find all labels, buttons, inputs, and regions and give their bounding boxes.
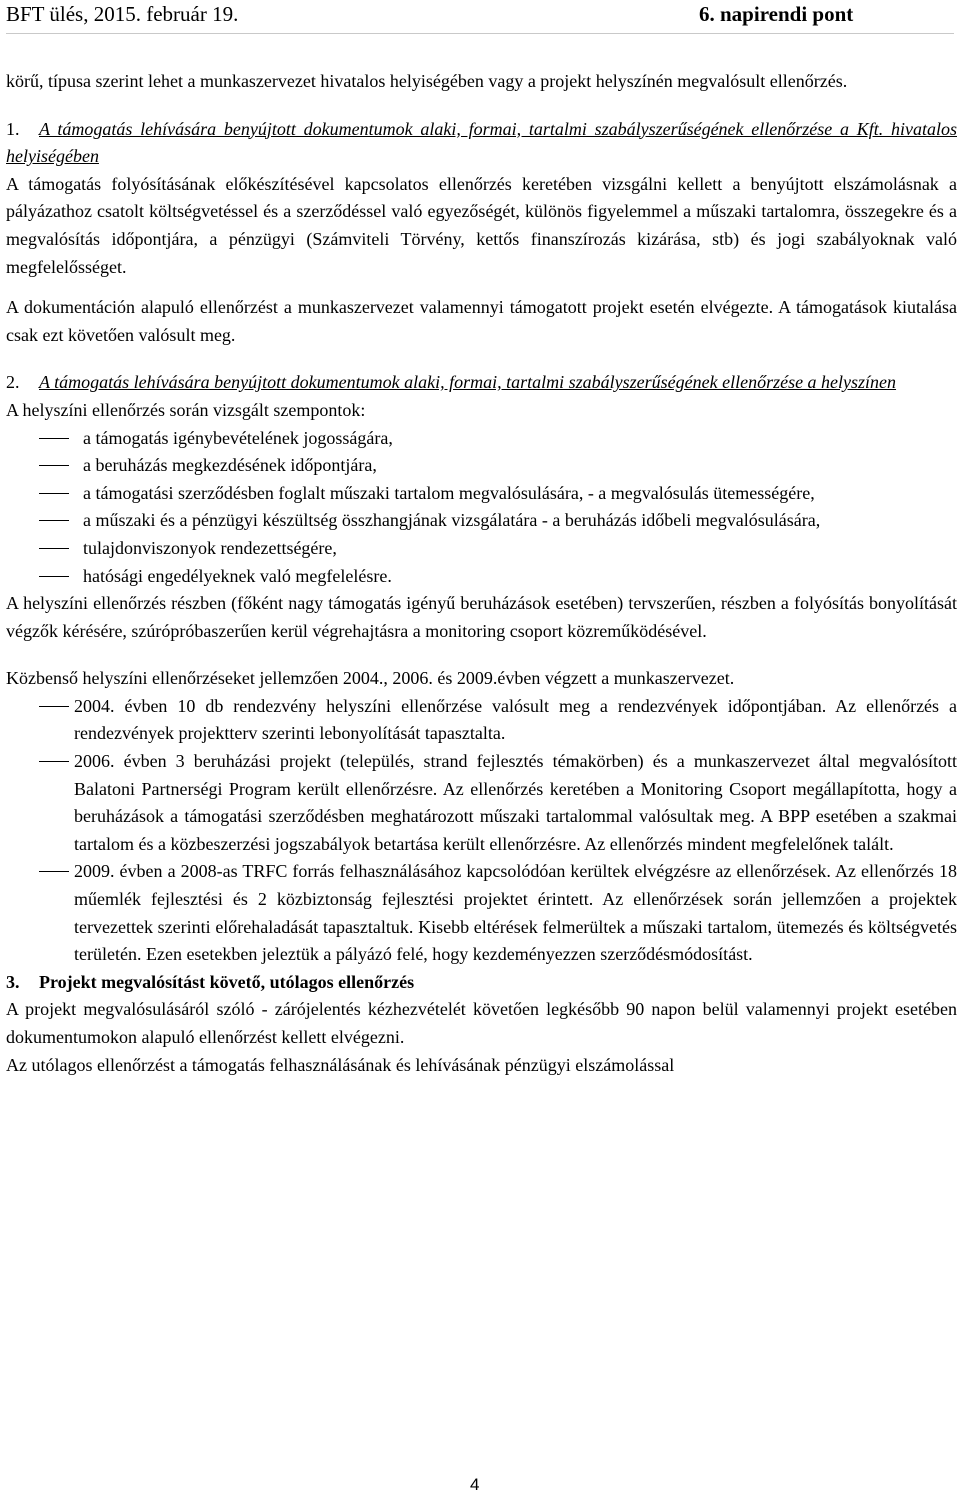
dash-bullet-icon bbox=[39, 520, 69, 521]
list-item: 2004. évben 10 db rendezvény helyszíni ellenőrzése valósult meg a rendezvények időpontjában. Az ellenőrzés a rendezvények projektterv szerinti lebonyolítását tapasztalta. bbox=[6, 693, 957, 748]
dash-bullet-icon bbox=[39, 871, 69, 872]
section-3-number: 3. bbox=[6, 971, 20, 992]
intro-paragraph: körű, típusa szerint lehet a munkaszervezet hivatalos helyiségében vagy a projekt helyszínén megvalósult ellenőrzés. bbox=[6, 71, 848, 91]
section-1-paragraph-1: A támogatás folyósításának előkészítésével kapcsolatos ellenőrzés keretében vizsgálni kellett a benyújtott elszámolásnak a pályázathoz csatolt költségvetéssel és a szerződéssel való egyezőségét, különös figyelemmel a műszaki tartalomra, összegekre és a megvalósítás időpontjára, a pénzügyi (Számviteli Törvény, kettős finanszírozás kizárása, stb) és jogi szabályoknak való megfelelősséget. bbox=[6, 173, 957, 277]
section-1-heading bbox=[6, 116, 957, 171]
section-3-paragraph-2: Az utólagos ellenőrzést a támogatás felhasználásának és lehívásának pénzügyi elszámolással bbox=[6, 1054, 675, 1075]
dash-bullet-icon bbox=[39, 438, 69, 439]
section-3-title: Projekt megvalósítást követő, utólagos ellenőrzés bbox=[39, 971, 415, 992]
dash-bullet-icon bbox=[39, 465, 69, 466]
page-content bbox=[6, 68, 957, 1079]
criteria-list bbox=[6, 425, 957, 591]
section-2-number: 2. bbox=[6, 372, 20, 393]
section-1-number: 1. bbox=[6, 118, 20, 139]
list-item: 2006. évben 3 beruházási projekt (település, strand fejlesztés témakörben) és a munkaszervezet által megvalósított Balatoni Partnerségi Program került ellenőrzésre. Az ellenőrzés keretében a Monitoring Csoport megállapította, hogy a beruházások a támogatási szerződésben meghatározott műszaki tartalommal valósultak meg. A BPP esetében a szakmai tartalom és a közbeszerzési jogszabályok betartása került ellenőrzésre. Az ellenőrzés mindent megfelelőnek talált. bbox=[6, 748, 957, 858]
dash-bullet-icon bbox=[39, 706, 69, 707]
dash-bullet-icon bbox=[39, 761, 69, 762]
section-2-paragraph-1: A helyszíni ellenőrzés részben (főként nagy támogatás igényű beruházások esetében) tervszerűen, részben a folyósítás bonyolítását végzők kérésére, szúrópróbaszerűen kerül végrehajtásra a monitoring csoport közreműködésével. bbox=[6, 593, 957, 641]
section-1 bbox=[6, 116, 957, 350]
dash-bullet-icon bbox=[39, 493, 69, 494]
section-2-lead: A helyszíni ellenőrzés során vizsgált szempontok: bbox=[6, 399, 366, 420]
dash-bullet-icon bbox=[39, 576, 69, 577]
page-header bbox=[6, 0, 954, 30]
header-divider bbox=[6, 33, 954, 34]
dash-bullet-icon bbox=[39, 548, 69, 549]
list-item: tulajdonviszonyok rendezettségére, bbox=[6, 535, 957, 563]
list-item: a műszaki és a pénzügyi készültség összhangjának vizsgálatára - a beruházás időbeli megvalósulására, bbox=[6, 507, 957, 535]
list-item: a támogatás igénybevételének jogosságára, bbox=[6, 425, 957, 453]
section-2-title: A támogatás lehívására benyújtott dokumentumok alaki, formai, tartalmi szabályszerűségének ellenőrzése a helyszínen bbox=[39, 372, 897, 393]
section-3-paragraph-1: A projekt megvalósulásáról szóló - zárójelentés kézhezvételét követően legkésőbb 90 napon belül valamennyi projekt esetében dokumentumokon alapuló ellenőrzést kellett elvégezni. bbox=[6, 999, 957, 1047]
page-number: 4 bbox=[470, 1475, 480, 1494]
header-agenda-item: 6. napirendi pont bbox=[699, 2, 854, 26]
section-2-heading bbox=[6, 369, 957, 397]
list-item: a beruházás megkezdésének időpontjára, bbox=[6, 452, 957, 480]
header-meeting-date: BFT ülés, 2015. február 19. bbox=[6, 2, 239, 26]
list-item: 2009. évben a 2008-as TRFC forrás felhasználásához kapcsolódóan kerültek elvégzésre az ellenőrzések. Az ellenőrzés 18 műemlék fejlesztési és 2 közbiztonság fejlesztési projektet érintett. Az ellenőrzések során jellemzően a projektek tervezettek szerinti előrehaladását tapasztaltuk. Kisebb eltérések felmerültek a műszaki tartalom, ütemezés és költségvetés területén. Ezen esetekben jeleztük a pályázó felé, hogy kezdeményezzen szerződésmódosítást. bbox=[6, 858, 957, 968]
section-3-heading bbox=[6, 969, 957, 997]
section-1-paragraph-2: A dokumentáción alapuló ellenőrzést a munkaszervezet valamennyi támogatott projekt esetén elvégezte. A támogatások kiutalása csak ezt követően valósult meg. bbox=[6, 297, 957, 345]
section-2 bbox=[6, 369, 957, 968]
section-2-paragraph-2: Közbenső helyszíni ellenőrzéseket jellemzően 2004., 2006. és 2009.évben végzett a munkaszervezet. bbox=[6, 668, 735, 689]
list-item: a támogatási szerződésben foglalt műszaki tartalom megvalósulására, - a megvalósulás ütemességére, bbox=[6, 480, 957, 508]
yearly-checks-list bbox=[6, 693, 957, 969]
section-3 bbox=[6, 969, 957, 1079]
list-item: hatósági engedélyeknek való megfelelésre. bbox=[6, 563, 957, 591]
section-1-title: A támogatás lehívására benyújtott dokumentumok alaki, formai, tartalmi szabályszerűségének ellenőrzése a Kft. hivatalos helyiségében bbox=[6, 118, 957, 167]
